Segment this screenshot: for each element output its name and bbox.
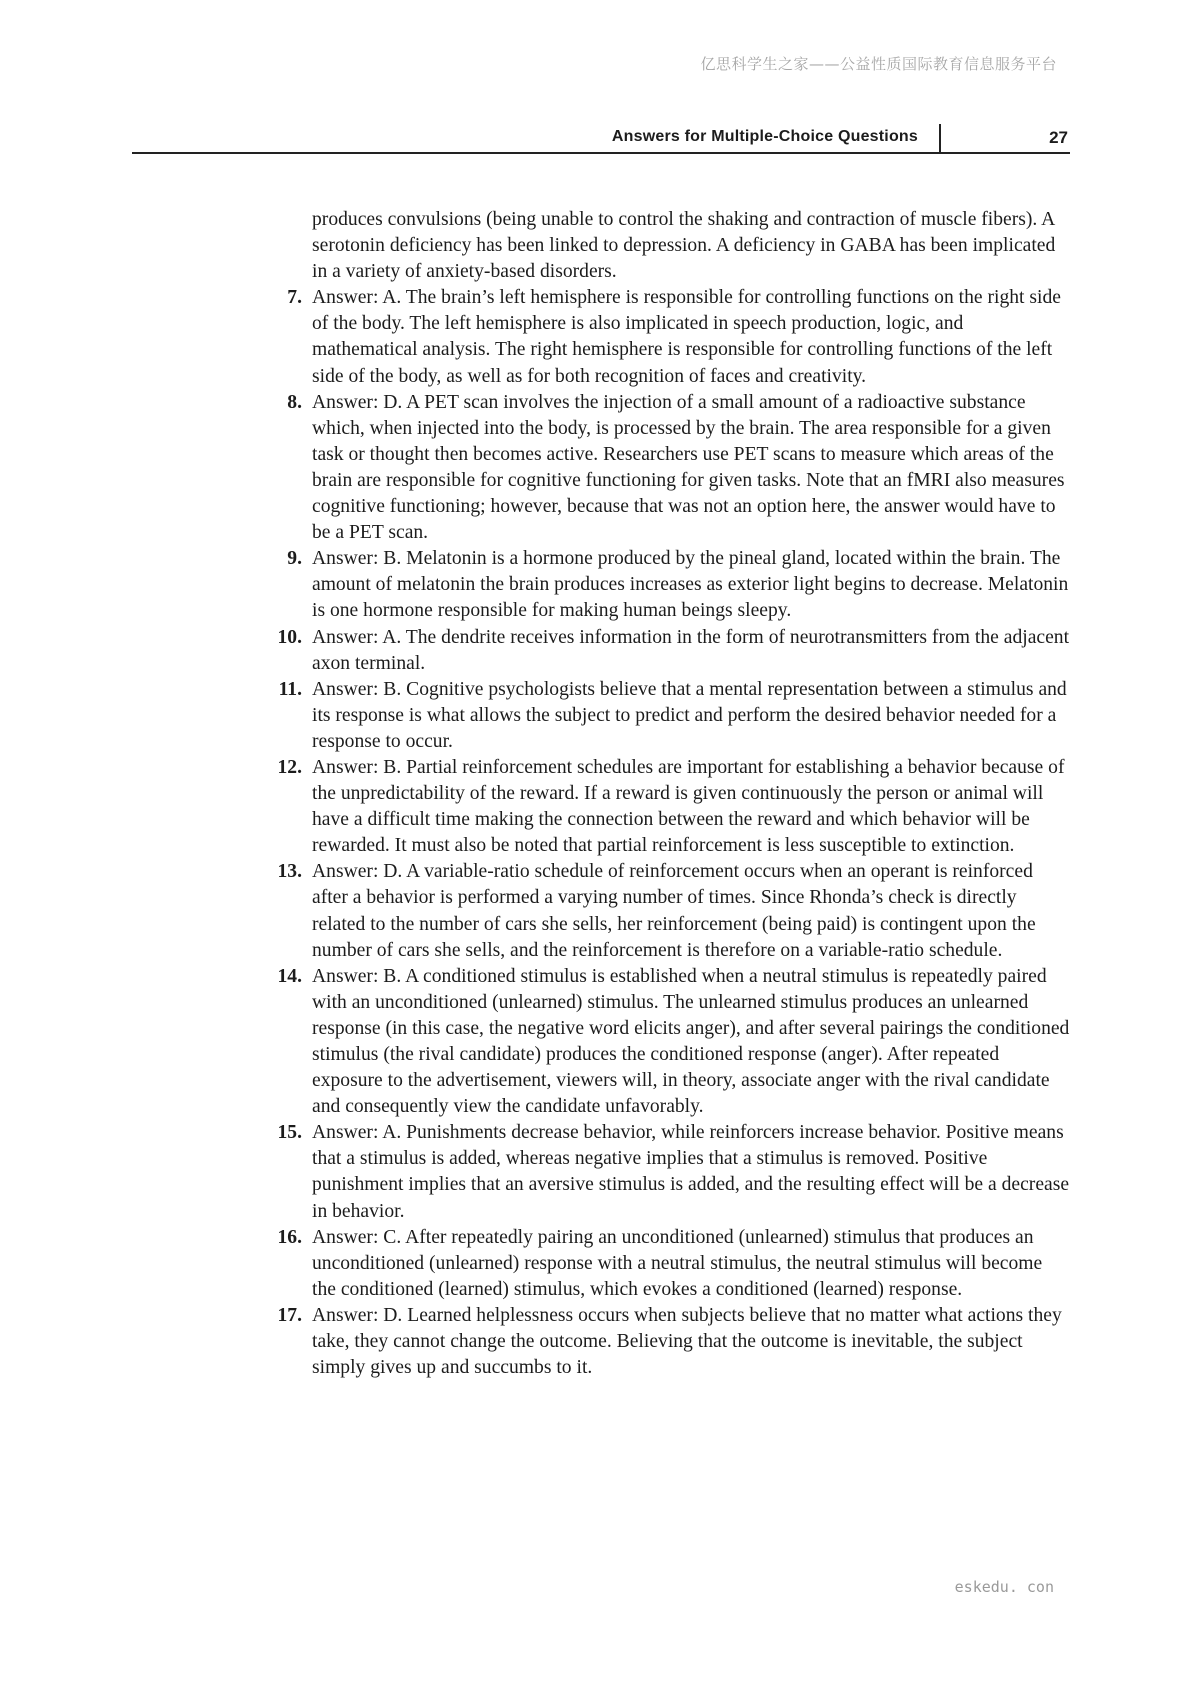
answer-item-15 [260,1120,1070,1224]
answer-text: Answer: D. A variable-ratio schedule of reinforcement occurs when an operant is reinforced after a behavior is performed a varying number of times. Since Rhonda’s check is directly related to the number of cars she sells, her reinforcement (being paid) is contingent upon the number of cars she sells, and the reinforcement is therefore on a variable-ratio schedule. [312,861,1036,961]
answer-list [260,285,1070,1381]
answer-text: Answer: C. After repeatedly pairing an unconditioned (unlearned) stimulus that produces an unconditioned (unlearned) response with a neutral stimulus, the neutral stimulus will become the conditioned (learned) stimulus, which evokes a conditioned (learned) response. [312,1226,1043,1300]
answer-text: Answer: B. Partial reinforcement schedules are important for establishing a behavior because of the unpredictability of the reward. If a reward is given continuously the person or animal will have a difficult time making the connection between the reward and which behavior will be rewarded. It must also be noted that partial reinforcement is less susceptible to extinction. [312,756,1065,857]
answer-number: 10. [277,626,302,648]
running-header [132,118,1070,154]
answer-item-16 [260,1225,1070,1303]
answer-item-14 [260,964,1070,1121]
answer-number: 11. [278,678,302,700]
watermark-bottom: eskedu. con [954,1578,1054,1596]
answer-text: Answer: B. A conditioned stimulus is established when a neutral stimulus is repeatedly paired with an unconditioned (unlearned) stimulus. The unlearned stimulus produces an unlearned response (in this case, the negative word elicits anger), and after several pairings the conditioned stimulus (the rival candidate) produces the conditioned response (anger). After repeated exposure to the advertisement, viewers will, in theory, associate anger with the rival candidate and consequently view the candidate unfavorably. [312,965,1070,1118]
answer-text: Answer: D. A PET scan involves the injection of a small amount of a radioactive substance which, when injected into the body, is processed by the brain. The area responsible for a given task or thought then becomes active. Researchers use PET scans to measure which areas of the brain are responsible for cognitive functioning for given tasks. Note that an fMRI also measures cognitive functioning; however, because that was not an option here, the answer would have to be a PET scan. [312,391,1065,544]
answer-text: Answer: B. Melatonin is a hormone produced by the pineal gland, located within the brain. The amount of melatonin the brain produces increases as exterior light begins to decrease. Melatonin is one hormone responsible for making human beings sleepy. [312,548,1069,622]
answer-number: 9. [287,548,302,570]
header-divider [939,124,941,152]
answer-item-9 [260,546,1070,624]
answer-text: Answer: D. Learned helplessness occurs when subjects believe that no matter what actions they take, they cannot change the outcome. Believing that the outcome is inevitable, the subject simply gives up and succumbs to it. [312,1304,1062,1379]
continuation-paragraph: produces convulsions (being unable to control the shaking and contraction of muscle fibers). A serotonin deficiency has been linked to depression. A deficiency in GABA has been implicated in a variety of anxiety-based disorders. [312,209,1056,283]
answer-text: Answer: A. The brain’s left hemisphere is responsible for controlling functions on the right side of the body. The left hemisphere is also implicated in speech production, logic, and mathematical analysis. The right hemisphere is responsible for controlling functions of the left side of the body, as well as for both recognition of faces and creativity. [312,287,1061,387]
answer-number: 7. [287,287,302,309]
answer-text: Answer: A. Punishments decrease behavior, while reinforcers increase behavior. Positive means that a stimulus is added, whereas negative implies that a stimulus is removed. Positive punishment implies that an aversive stimulus is added, and the resulting effect will be a decrease in behavior. [312,1122,1070,1222]
page-number: 27 [1049,128,1068,147]
answer-item-12 [260,755,1070,859]
answer-number: 15. [277,1122,302,1144]
answer-number: 17. [277,1304,302,1326]
answers-body [260,207,1070,1381]
answer-text: Answer: A. The dendrite receives information in the form of neurotransmitters from the adjacent axon terminal. [312,626,1070,674]
answer-number: 16. [277,1226,302,1248]
answer-number: 12. [277,756,302,778]
answer-item-11 [260,677,1070,755]
answer-item-13 [260,859,1070,963]
running-header-title: Answers for Multiple-Choice Questions [611,128,918,145]
answer-number: 8. [287,391,302,413]
watermark-top: 亿思科学生之家——公益性质国际教育信息服务平台 [700,55,1057,73]
answer-number: 14. [277,965,302,987]
answer-item-8 [260,390,1070,547]
answer-text: Answer: B. Cognitive psychologists believe that a mental representation between a stimulus and its response is what allows the subject to predict and perform the desired behavior needed for a response to occur. [312,678,1067,752]
answer-item-7 [260,285,1070,389]
answer-number: 13. [277,861,302,883]
answer-item-17 [260,1303,1070,1381]
answer-item-10 [260,625,1070,677]
